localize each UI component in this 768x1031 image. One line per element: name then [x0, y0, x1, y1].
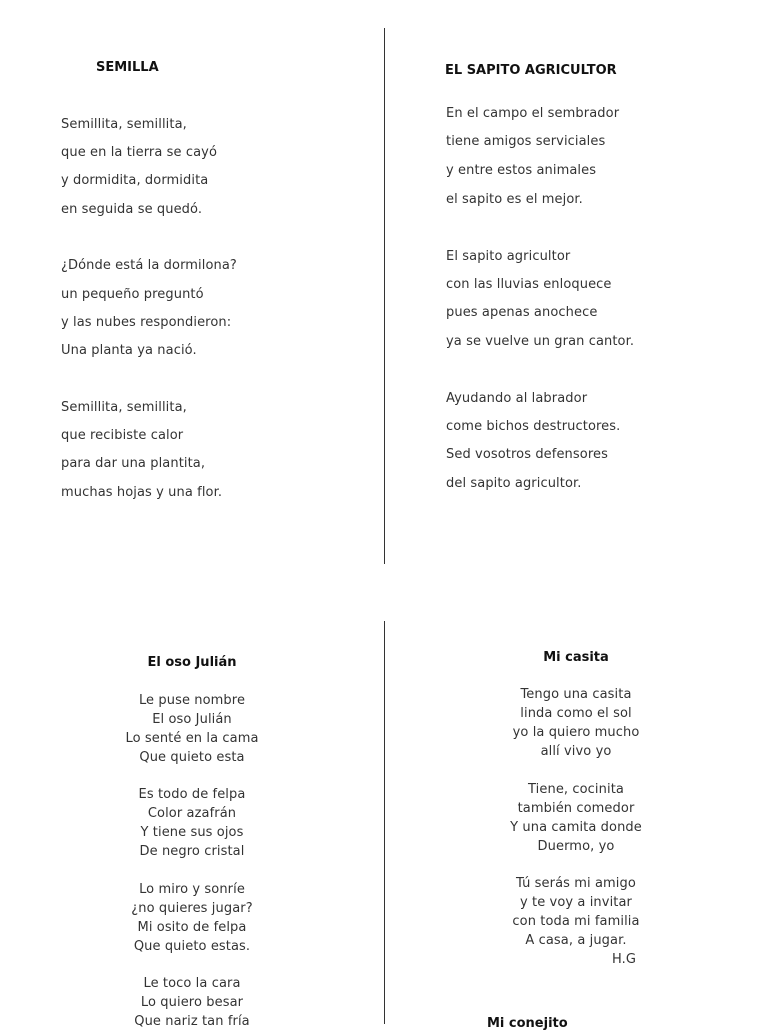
poem-line: muchas hojas y una flor.	[61, 485, 223, 500]
poem-line: pues apenas anochece	[446, 305, 598, 320]
poem-line: Que quieto esta	[139, 750, 245, 765]
bottom-column-divider	[384, 621, 385, 1024]
poem-line: Duermo, yo	[537, 839, 615, 854]
poem-line: De negro cristal	[139, 844, 245, 859]
poem-line: Y tiene sus ojos	[140, 825, 244, 840]
poem-line: Una planta ya nació.	[61, 343, 197, 358]
poem-line: Que quieto estas.	[133, 939, 251, 954]
poem-line: Lo senté en la cama	[125, 731, 259, 746]
poem-title: El oso Julián	[147, 655, 237, 670]
poem-line: ¿no quieres jugar?	[131, 901, 253, 916]
poem-signature: H.G	[612, 952, 637, 967]
poem-line: Que nariz tan fría	[134, 1014, 250, 1029]
poem-line: yo la quiero mucho	[512, 725, 640, 740]
poem-line: y entre estos animales	[446, 163, 597, 178]
poem-line: que recibiste calor	[61, 428, 184, 443]
poem-line: Y una camita donde	[510, 820, 642, 835]
poem-line: Tú serás mi amigo	[516, 876, 636, 891]
poem-line: también comedor	[517, 801, 635, 816]
poem-line: para dar una plantita,	[61, 456, 206, 471]
poem-line: y te voy a invitar	[520, 895, 632, 910]
poem-line: el sapito es el mejor.	[446, 192, 583, 207]
poem-line: ya se vuelve un gran cantor.	[446, 334, 635, 349]
poem-line: Tiene, cocinita	[528, 782, 624, 797]
poem-line: Es todo de felpa	[138, 787, 246, 802]
poem-line: un pequeño preguntó	[61, 287, 204, 302]
poem-line: El oso Julián	[152, 712, 232, 727]
poem-line: Mi osito de felpa	[137, 920, 247, 935]
poem-line: y las nubes respondieron:	[61, 315, 232, 330]
poem-line: Color azafrán	[147, 806, 237, 821]
poem-line: Tengo una casita	[520, 687, 632, 702]
poem-line: Ayudando al labrador	[446, 391, 588, 406]
poem-line: Sed vosotros defensores	[446, 447, 608, 462]
poem-line: que en la tierra se cayó	[61, 145, 218, 160]
poem-line: Semillita, semillita,	[61, 400, 187, 415]
poem-line: en seguida se quedó.	[61, 202, 203, 217]
poem-line: ¿Dónde está la dormilona?	[61, 258, 237, 273]
poem-line: tiene amigos serviciales	[446, 134, 606, 149]
poem-line: allí vivo yo	[540, 744, 612, 759]
poem-title-mi-conejito: Mi conejito	[487, 1016, 568, 1031]
poem-line: El sapito agricultor	[446, 249, 571, 264]
poem-title: EL SAPITO AGRICULTOR	[445, 63, 617, 78]
poem-line: come bichos destructores.	[446, 419, 621, 434]
poem-line: del sapito agricultor.	[446, 476, 582, 491]
poem-line: linda como el sol	[520, 706, 632, 721]
poem-title: SEMILLA	[96, 60, 159, 75]
poem-line: Lo quiero besar	[140, 995, 244, 1010]
poem-title: Mi casita	[543, 650, 609, 665]
poem-line: En el campo el sembrador	[446, 106, 620, 121]
poem-line: Le puse nombre	[138, 693, 246, 708]
poem-line: con las lluvias enloquece	[446, 277, 612, 292]
poem-line: A casa, a jugar.	[525, 933, 627, 948]
poem-line: con toda mi familia	[512, 914, 640, 929]
poem-line: Le toco la cara	[143, 976, 241, 991]
top-column-divider	[384, 28, 385, 564]
poem-line: Semillita, semillita,	[61, 117, 187, 132]
poem-line: y dormidita, dormidita	[61, 173, 209, 188]
poem-line: Lo miro y sonríe	[139, 882, 245, 897]
